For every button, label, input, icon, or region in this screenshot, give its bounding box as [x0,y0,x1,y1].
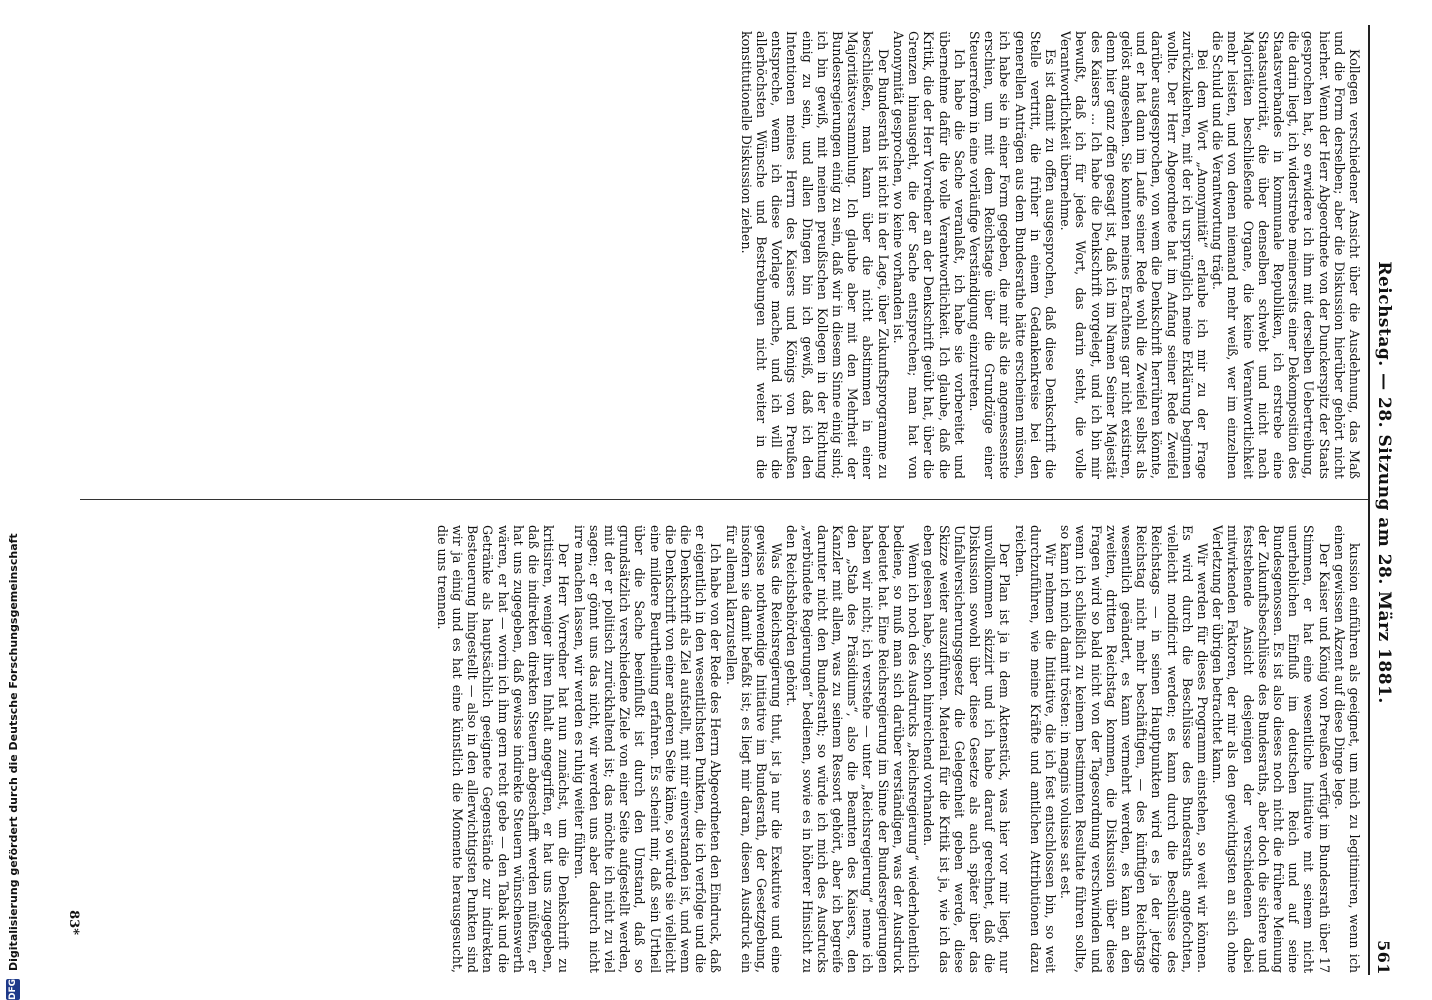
paragraph: Der Plan ist ja in dem Aktenstück, was hier vor mir liegt, nur unvollkommen skizzirt und ich habe darauf gerechnet, daß die Diskussion sowohl über diese Gesetze als auch später über das Unfallversicherungsgesetz die Gelegenheit geben werde, diese Skizze weiter auszuführen. Material für die Kritik ist ja, wie ich das eben gelesen habe, schon hinreichend vorhanden. [921,525,1013,973]
printer-signature: 83* [66,910,81,935]
paragraph: Ich habe von der Rede des Herrn Abgeordneten den Eindruck, daß er eigentlich in den wesentlichsten Punkten, die ich verfolge und die die Denkschrift als Ziel aufstellt, mit mir einverstanden ist, und wenn die Denkschrift von einer anderen Seite käme, so würde sie vielleicht eine mildere Beurtheilung erfahren. Es scheint mir, daß sein Urtheil über die Sache beeinflußt ist durch den Umstand, daß so grundsätzlich verschiedene Ziele von einer Seite aufgestellt werden, mit der er politisch zurückhaltend ist; das möchte ich nicht zu viel sagen; er gönnt uns das nicht, wir werden uns aber dadurch nicht irre machen lassen, wir werden es ruhig weiter führen. [571,525,724,973]
newspaper-page [30,5,1420,995]
paragraph: kussion einführen als geeignet, um mich zu legitimiren, wenn ich einen gewissen Akzent auf diese Dinge lege. [1331,525,1362,973]
page-number: 561 [1374,940,1393,975]
text-column-left [102,31,1362,479]
paragraph: Der Bundesrath ist nicht in der Lage, über Zukunftsprogramme zu beschließen, man kann über die nicht abstimmen in einer Majoritätsversammlung. Ich glaube aber mit den Mehrheit der Bundesregierungen einig zu sein, daß wir in diesem Sinne einig sind; ich bin gewiß, mit meinen preußischen Kollegen in der Richtung einig zu sein, und allen Dingen bin ich gewiß, daß ich den Intentionen meines Herrn des Kaisers und Königs von Preußen entspreche, wenn ich diese Vorlage mache, und ich will die allerhöchsten Wünsche und Bestrebungen nicht weiter in die konstitutionelle Diskussion ziehen. [738,31,891,479]
column-divider [80,499,1368,500]
paragraph: Was die Reichsregierung thut, ist ja nur die Exekutive und eine gewisse nothwendige Initiative im Bundesrath, der Gesetzgebung, insofern sie damit befaßt ist; es liegt mir daran, diesen Ausdruck ein für allemal klarzustellen. [723,525,785,973]
paragraph: Ich habe die Sache veranlaßt, ich habe sie vorbereitet und übernehme dafür die volle Verantwortlichkeit. Ich glaube, daß die Kritik, die der Herr Vorredner an der Denkschrift geübt hat, über die Grenzen hinausgeht, die der Sache entsprechen; man hat von Anonymität gesprochen, wo keine vorhanden ist. [890,31,967,479]
digitization-footer [0,533,26,1000]
paragraph: Der Herr Vorredner hat nun zunächst, um die Denkschrift zu kritisiren, weniger ihren Inhalt angegriffen, er hat uns zugegeben, daß die indirekten direkten Steuern abgeschafft werden müßten, er hat uns zugegeben, daß gewisse indirekte Steuern wünschenswerth wären, er hat — worin ich ihm gern recht gebe — den Tabak und die Getränke als hauptsächlich geeignete Gegenstände zur indirekten Besteuerung hingestellt — also in den allerwichtigsten Punkten sind wir ja einig und es hat eine künstlich die Momente herausgesucht, die uns trennen. [434,525,572,973]
running-head [1368,25,1420,975]
header-title: Reichstag. — 28. Sitzung am 28. März 1881. [1374,261,1394,704]
digitization-note: Digitalisierung gefördert durch die Deutsche Forschungsgemeinschaft [6,533,20,971]
paragraph: Wir werden für dieses Programm einstehen, so weit wir können. Es wird durch die Beschlüsse des Bundesraths angefochten, vielleicht modificirt werden; es kann durch die Beschlüsse des Reichstags — in seinen Hauptpunkten wird es ja der jetzige Reichstag nicht mehr beschäftigen, — des künftigen Reichstags wesentlich geändert, es kann vermehrt werden, es kann an den zweiten, dritten Reichstag kommen, die Diskussion über diese Fragen wird so bald nicht von der Tagesordnung verschwinden und wenn ich schließlich zu keinem bestimmten Resultate führen sollte, so kann ich mich damit trösten: in magnis voluisse sat est. [1058,525,1210,973]
paragraph: Wenn ich noch des Ausdrucks „Reichsregierung“ wiederholentlich bediene, so muß man sich darüber verständigen, was der Ausdruck bedeutet hat. Eine Reichsregierung im Sinne der Bundesregierungen haben wir nicht; ich verstehe — unter „Reichsregierung“ nenne ich den „Stab des Präsidiums“, also die Beamten des Kaisers, den Kanzler mit allem, was zu seinem Ressort gehört, aber ich begreife darunter nicht den Bundesrath; so würde ich mich des Ausdrucks „verbündete Regierungen“ bedienen, sowie es in höherer Hinsicht zu den Reichsbehörden gehört. [784,525,922,973]
paragraph: Bei dem Wort „Anonymität“ erlaube ich mir zu der Frage zurückzukehren, mit der ich ursprünglich meine Erklärung beginnen wollte. Der Herr Abgeordnete hat im Anfang seiner Rede Zweifel darüber ausgesprochen, von wem die Denkschrift herrühren könnte, und er hat dann im Laufe seiner Rede wohl die Zweifel selbst als gelöst angesehen. Sie konnten meines Erachtens gar nicht existiren, denn hier ganz offen gesagt ist, daß ich im Namen Seiner Majestät des Kaisers ... Ich habe die Denkschrift vorgelegt, und ich bin mir bewußt, daß ich für jedes Wort, das darin steht, die volle Verantwortlichkeit übernehme. [1058,31,1210,479]
paragraph: Der Kaiser und König von Preußen verfügt im Bundesrath über 17 Stimmen, er hat eine wesentliche Initiative mit seinem nicht unerheblichen Einfluß im deutschen Reich und auf seine Bundesgenossen. Es ist also dieses noch nicht die frühere Meinung der Zukunftsbeschlüsse des Bundesraths, aber doch die sichere und feststehende Ansicht desjenigen der verschiedenen dabei mitwirkenden Faktoren, der mir als den gewichtigsten an sich ohne Verletzung der übrigen betrachtet kann. [1210,525,1332,973]
dfg-logo-icon: DFG [8,978,18,1000]
text-column-right [112,525,1362,973]
paragraph: Kollegen verschiedener Ansicht über die Ausdehnung, das Maß und die Form derselben; aber die Diskussion hierüber gehört nicht hierher. Wenn der Herr Abgeordnete von der Dunckerspitz der Staats gesprochen hat, so erwidere ich ihm mit derselben Uebertreibung, die darin liegt, ich widerstrebe meinerseits einer Dekomposition des Staatsverbandes in kommunale Republiken, ich erstrebe eine Staatsautorität, die über denselben schwebt und nicht nach Majoritäten beschließende Organe, die keine Verantwortlichkeit mehr leisten, und von denen niemand mehr weiß, wer im einzelnen die Schuld und die Verantwortung trägt. [1210,31,1362,479]
paragraph: Wir nehmen die Initiative, die ich fest entschlossen bin, so weit durchzuführen, wie meine Kräfte und amtlichen Attributionen dazu reichen. [1012,525,1058,973]
paragraph: Es ist damit zu offen ausgesprochen, daß diese Denkschrift die Stelle vertritt, die früher in einem Gedankenkreise bei den generellen Anträgen aus dem Bundesrathe hätte erscheinen müssen, ich habe sie in einer Form gegeben, die mir als die angemessenste erschien, um mit dem Reichstage über die Grundzüge einer Steuerreform in eine vorläufige Verständigung einzutreten. [966,31,1058,479]
